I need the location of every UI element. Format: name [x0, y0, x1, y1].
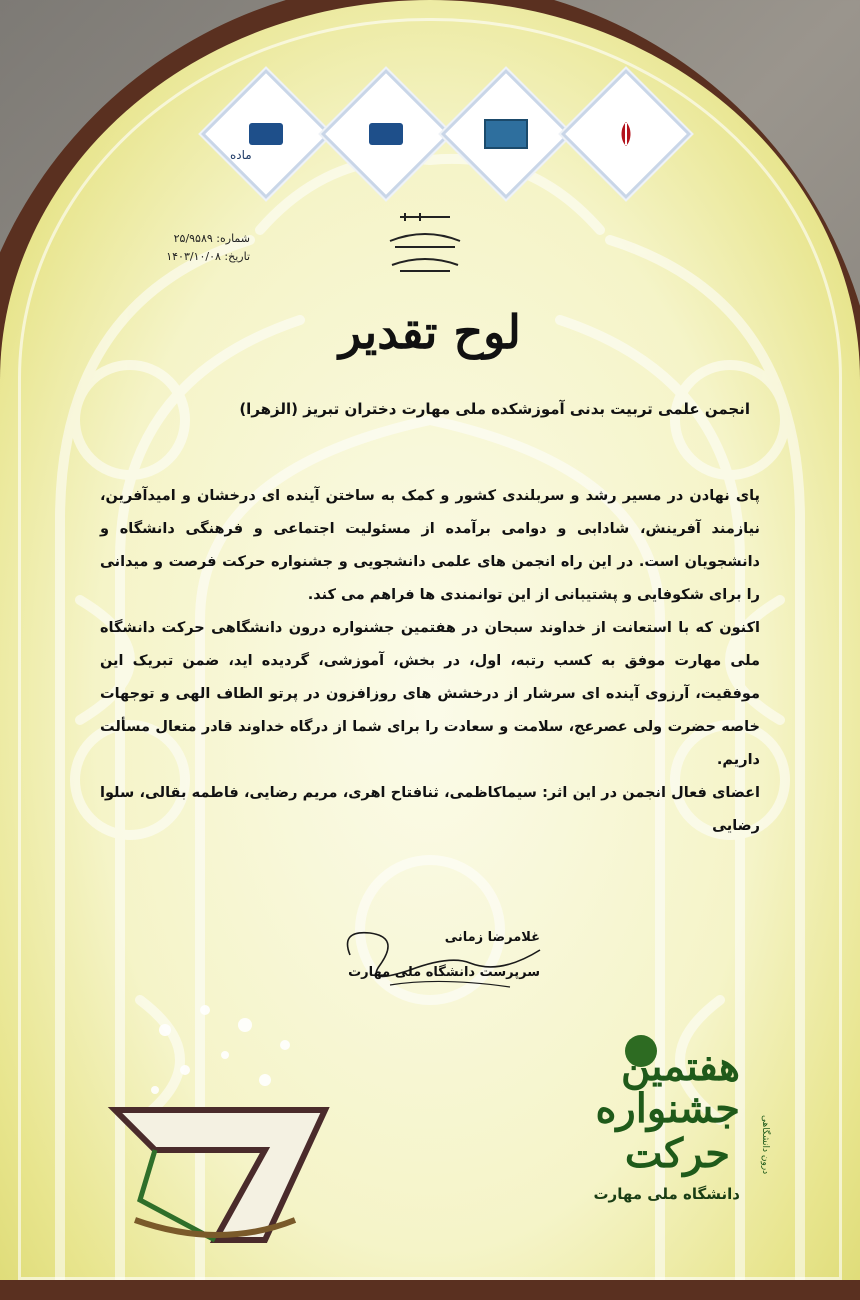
document-meta — [90, 230, 250, 266]
festival-line-3: حرکت — [624, 1130, 730, 1177]
cultural-affairs-logo-icon — [369, 123, 403, 145]
certificate-body — [100, 480, 760, 843]
logo-badge — [441, 69, 571, 199]
logo-caption: ماده — [230, 148, 252, 162]
logo-badge — [201, 69, 331, 199]
document-number — [90, 230, 250, 248]
number-value: ۲۵/۹۵۸۹ — [173, 232, 213, 245]
signer-title: سرپرست دانشگاه ملی مهارت — [348, 965, 540, 980]
basmala-calligraphy — [380, 205, 470, 277]
festival-line-1: هفتمین — [620, 1043, 740, 1090]
daughters-school-logo-icon — [249, 123, 283, 145]
document-date — [90, 248, 250, 266]
number-label: شماره: — [216, 232, 250, 245]
festival-subtitle: درون دانشگاهی — [760, 1115, 770, 1175]
iran-emblem-logo-icon — [611, 119, 641, 149]
festival-line-2: جشنواره — [595, 1085, 740, 1132]
date-label: تاریخ: — [224, 250, 250, 263]
festival-logo — [530, 1035, 770, 1215]
signer-name: غلامرضا زمانی — [444, 930, 540, 945]
logo-row — [200, 88, 660, 198]
date-value: ۱۴۰۳/۱۰/۰۸ — [166, 250, 221, 263]
university-logo-icon — [484, 119, 528, 149]
recipient-line: انجمن علمی تربیت بدنی آموزشکده ملی مهارت دختران تبریز (الزهرا) — [239, 400, 750, 418]
members-list: اعضای فعال انجمن در این اثر: سیماکاظمی، ثنافتاح اهری، مریم رضایی، فاطمه بقالی، سلوا رضایی — [100, 785, 760, 834]
logo-badge — [321, 69, 451, 199]
paragraph-intro: پای نهادن در مسیر رشد و سربلندی کشور و کمک به ساختن آینده ای درخشان و امیدآفرین، نیازمند آفرینش، شادابی و دوامی برآمده از مسئولیت اجتماعی و فرهنگی دانشگاه و دانشجویان است. در این راه انجمن های علمی دانشجویی و جشنواره حرکت فرصت و میدانی را برای شکوفایی و پشتیبانی از این توانمندی ها فراهم می کند. — [100, 488, 760, 603]
festival-university: دانشگاه ملی مهارت — [593, 1185, 740, 1203]
certificate-title: لوح تقدیر — [339, 305, 521, 359]
number-seven-book-icon — [95, 990, 345, 1250]
paragraph-award: اکنون که با استعانت از خداوند سبحان در هفتمین جشنواره درون دانشگاهی حرکت دانشگاه ملی مهارت موفق به کسب رتبه، اول، در بخش، آموزشی، گردیده اید، ضمن تبریک این موفقیت، آرزوی آینده ای سرشار از درخشش های روزافزون در پرتو الطاف الهی و توجهات خاصه حضرت ولی عصرعج، سلامت و سعادت را برای شما از درگاه خداوند قادر متعال مسألت داریم. — [100, 620, 760, 768]
